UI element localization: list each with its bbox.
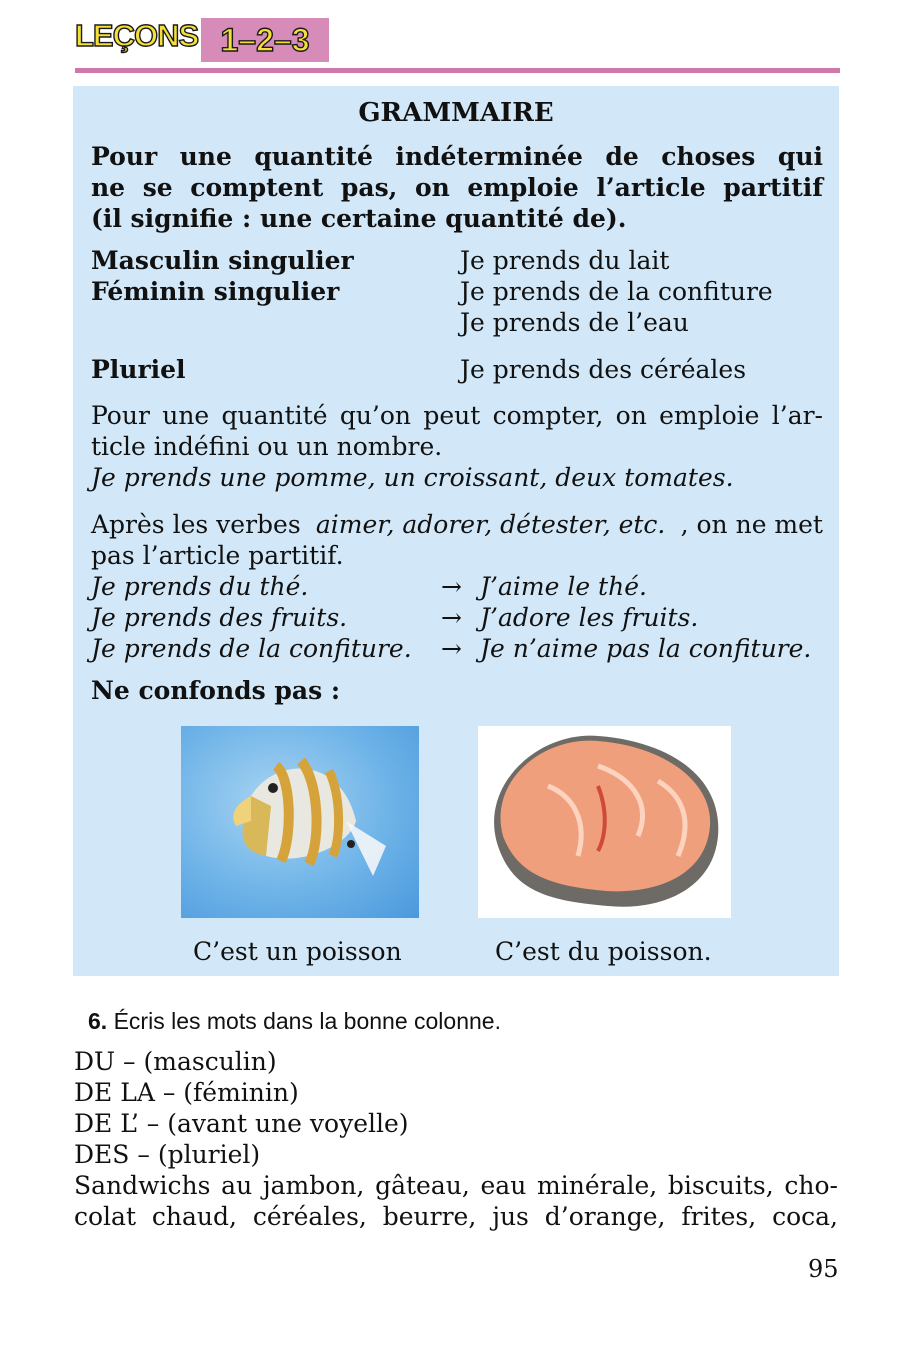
plural-label: Pluriel <box>91 355 186 384</box>
feminine-label: Féminin singulier <box>91 277 340 306</box>
countable-example: Je prends une pomme, un croissant, deux tomates. <box>91 463 734 492</box>
lesson-title: LEÇONS <box>75 18 199 53</box>
arrow-icon: → <box>441 603 462 632</box>
arrow-icon: → <box>441 634 462 663</box>
rule-line: (il signifie : une certaine quantité de). <box>91 204 627 233</box>
page-number: 95 <box>808 1255 839 1283</box>
masculine-example: Je prends du lait <box>460 246 670 275</box>
column-label: DE LA – (féminin) <box>74 1078 299 1107</box>
column-label: DES – (pluriel) <box>74 1140 261 1169</box>
grammar-box <box>73 86 839 976</box>
countable-line: Pour une quantité qu’on peut compter, on emploie l’ar- <box>91 401 823 430</box>
rule-line: Pour une quantité indéterminée de choses qui <box>91 142 823 171</box>
verbs-text: Après les verbes <box>91 510 301 539</box>
pair-left: Je prends du thé. <box>91 572 309 601</box>
salmon-steak-icon <box>494 736 718 907</box>
word-list: colat chaud, céréales, beurre, jus d’orange, frites, coca, <box>74 1202 838 1231</box>
exercise-text: Écris les mots dans la bonne colonne. <box>113 1008 501 1034</box>
pair-right: J’adore les fruits. <box>480 603 699 632</box>
caption-fish: C’est un poisson <box>193 937 402 966</box>
masculine-label: Masculin singulier <box>91 246 354 275</box>
plural-example: Je prends des céréales <box>460 355 747 384</box>
arrow-icon: → <box>441 572 462 601</box>
exercise-instruction <box>88 1008 501 1035</box>
caption-salmon: C’est du poisson. <box>495 937 712 966</box>
verbs-line: pas l’article partitif. <box>91 541 344 570</box>
fish-photo <box>181 726 419 918</box>
pair-left: Je prends de la confiture. <box>91 634 412 663</box>
word-list: Sandwichs au jambon, gâteau, eau minérale, biscuits, cho- <box>74 1171 838 1200</box>
column-label: DU – (masculin) <box>74 1047 277 1076</box>
feminine-example: Je prends de la confiture <box>460 277 773 306</box>
grammar-title: GRAMMAIRE <box>358 98 554 128</box>
header-divider <box>75 68 840 73</box>
pair-left: Je prends des fruits. <box>91 603 348 632</box>
pair-right: J’aime le thé. <box>480 572 647 601</box>
verbs-italic: aimer, adorer, détester, etc. <box>315 510 666 539</box>
butterfly-fish-icon <box>233 761 386 876</box>
feminine-example: Je prends de l’eau <box>460 308 689 337</box>
confuse-title: Ne confonds pas : <box>91 676 341 705</box>
salmon-photo <box>478 726 731 918</box>
verbs-line <box>91 509 823 540</box>
verbs-text: , on ne met <box>680 510 823 539</box>
column-label: DE L’ – (avant une voyelle) <box>74 1109 409 1138</box>
lesson-number-badge: 1–2–3 <box>201 18 329 62</box>
pair-right: Je n’aime pas la confiture. <box>480 634 812 663</box>
exercise-number: 6. <box>88 1008 108 1034</box>
countable-line: ticle indéfini ou un nombre. <box>91 432 443 461</box>
rule-line: ne se comptent pas, on emploie l’article partitif <box>91 173 823 202</box>
